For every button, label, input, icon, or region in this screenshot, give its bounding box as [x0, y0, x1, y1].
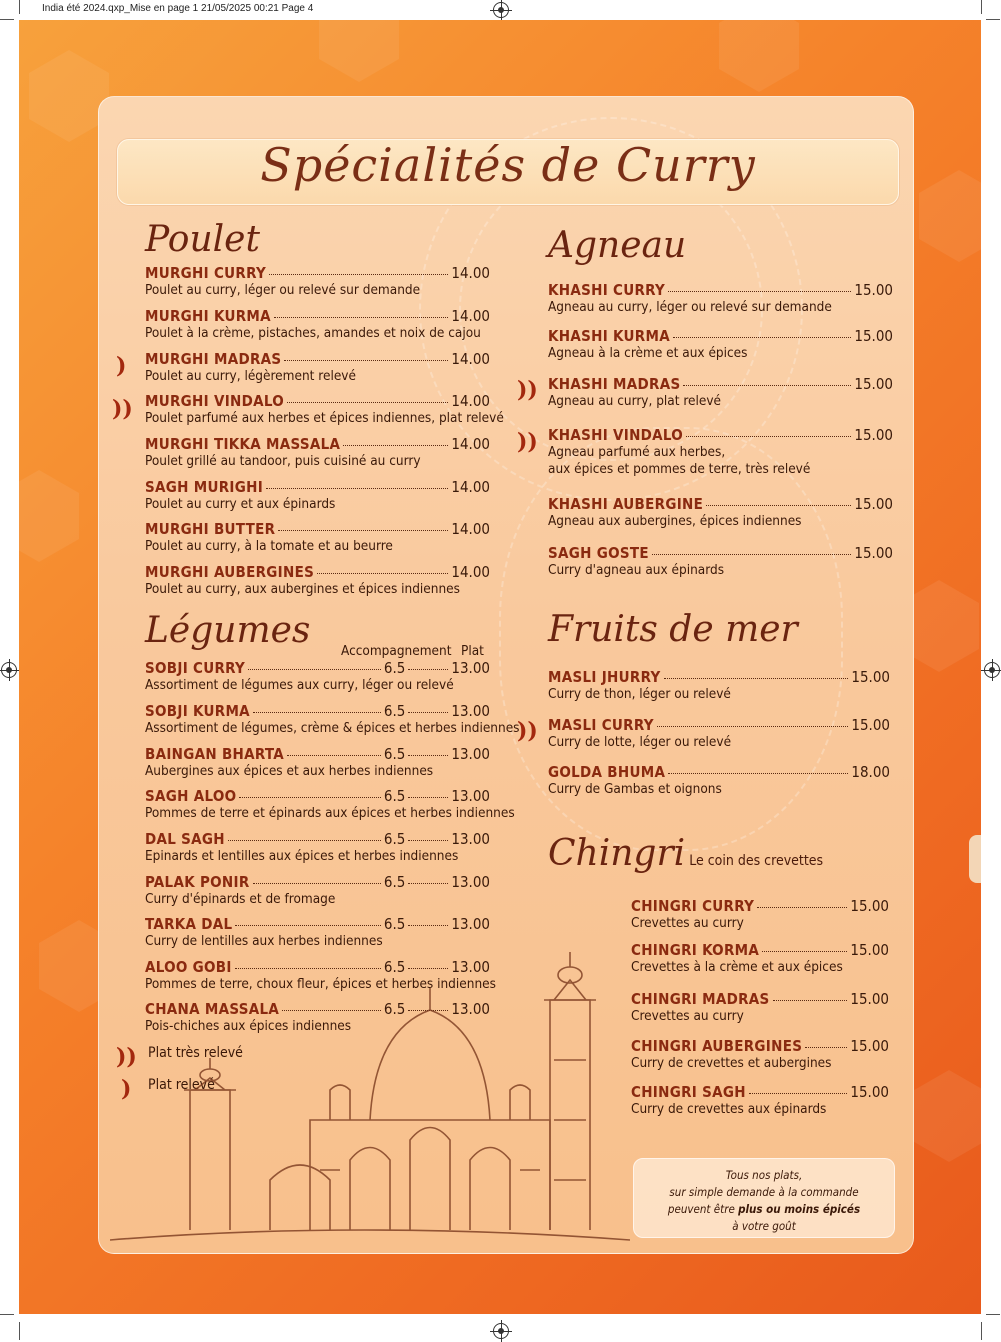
dish-description: Curry de crevettes et aubergines [631, 1055, 832, 1071]
dish-price: 14.00 [451, 307, 490, 325]
menu-item [145, 659, 490, 694]
menu-item [548, 327, 893, 362]
dish-description: Agneau parfumé aux herbes, [548, 444, 726, 460]
dot-leader [278, 530, 448, 531]
chili-single-icon: ) [116, 353, 127, 379]
crop-mark [986, 1314, 1000, 1315]
dish-name: BAINGAN BHARTA [145, 745, 284, 763]
legend-very-hot: Plat très relevé [148, 1045, 243, 1061]
dish-price: 15.00 [854, 375, 893, 393]
dish-price-plat: 13.00 [451, 958, 490, 976]
dot-leader [408, 755, 448, 756]
chili-double-icon: )) [112, 396, 133, 422]
dish-price: 15.00 [854, 281, 893, 299]
dot-leader [749, 1093, 848, 1094]
menu-item [145, 392, 504, 427]
dish-name: TARKA DAL [145, 915, 233, 933]
dot-leader [287, 755, 381, 756]
dish-description: Curry de lotte, léger ou relevé [548, 734, 732, 750]
menu-item [631, 941, 889, 976]
crop-mark [0, 19, 14, 20]
dish-price-accompagnement: 6.5 [383, 745, 406, 763]
dot-leader [248, 669, 381, 670]
dish-price: 15.00 [850, 897, 889, 915]
dish-name: MURGHI AUBERGINES [145, 563, 315, 581]
section-heading-poulet: Poulet [145, 219, 260, 260]
dish-price: 15.00 [850, 1083, 889, 1101]
section-heading-legumes: Légumes [145, 610, 311, 651]
dish-price: 14.00 [451, 478, 490, 496]
dot-leader [773, 1000, 848, 1001]
menu-item [631, 990, 889, 1025]
dish-price: 15.00 [851, 716, 890, 734]
dot-leader [408, 883, 448, 884]
dot-leader [228, 840, 381, 841]
spice-note [633, 1158, 895, 1238]
dish-name: KHASHI CURRY [548, 281, 666, 299]
dot-leader [408, 712, 448, 713]
dot-leader [266, 488, 448, 489]
dish-price: 14.00 [451, 520, 490, 538]
dot-leader [408, 669, 448, 670]
hex-pattern [29, 50, 109, 142]
dot-leader [664, 678, 849, 679]
crop-mark [981, 1322, 982, 1340]
dish-price: 15.00 [854, 426, 893, 444]
dish-name: ALOO GOBI [145, 958, 232, 976]
menu-item [548, 668, 890, 703]
dish-name: MURGHI TIKKA MASSALA [145, 435, 341, 453]
dish-price-accompagnement: 6.5 [383, 915, 406, 933]
menu-item [145, 787, 515, 822]
dish-name: GOLDA BHUMA [548, 763, 666, 781]
dish-description: Poulet grillé au tandoor, puis cuisiné au curry [145, 453, 421, 469]
crop-mark [986, 19, 1000, 20]
registration-mark-top [493, 2, 509, 18]
chingri-subtitle: Le coin des crevettes [689, 853, 824, 869]
crop-mark [981, 0, 982, 14]
dish-description: Agneau aux aubergines, épices indiennes [548, 513, 802, 529]
dish-price: 15.00 [851, 668, 890, 686]
dot-leader [235, 925, 380, 926]
dish-price: 14.00 [451, 392, 490, 410]
dish-price-plat: 13.00 [451, 745, 490, 763]
dish-price-plat: 13.00 [451, 1000, 490, 1018]
menu-item [548, 544, 893, 579]
dish-name: MURGHI MADRAS [145, 350, 282, 368]
dish-description: Agneau au curry, plat relevé [548, 393, 722, 409]
dish-price: 15.00 [854, 495, 893, 513]
dish-description: Curry d'épinards et de fromage [145, 891, 336, 907]
menu-item [631, 1037, 889, 1072]
dot-leader [652, 554, 851, 555]
note-line-1: Tous nos plats, [725, 1168, 803, 1182]
dish-name: CHANA MASSALA [145, 1000, 280, 1018]
dish-name: SOBJI KURMA [145, 702, 250, 720]
menu-item [548, 495, 893, 530]
dot-leader [408, 840, 448, 841]
section-heading-chingri [548, 833, 824, 874]
menu-item [145, 563, 490, 598]
dish-price: 15.00 [850, 990, 889, 1008]
dish-description: Assortiment de légumes, crème & épices et herbes indiennes [145, 720, 520, 736]
dish-price-accompagnement: 6.5 [383, 958, 406, 976]
dish-price: 14.00 [451, 350, 490, 368]
dish-description: Pois-chiches aux épices indiennes [145, 1018, 352, 1034]
dish-name: MURGHI CURRY [145, 264, 267, 282]
dish-description: Curry d'agneau aux épinards [548, 562, 725, 578]
dish-name: MASLI CURRY [548, 716, 654, 734]
dot-leader [343, 445, 448, 446]
edge-tab [969, 835, 981, 883]
hex-pattern [919, 170, 981, 262]
dot-leader [668, 291, 851, 292]
dish-description: Poulet à la crème, pistaches, amandes et noix de cajou [145, 325, 481, 341]
dish-description: Assortiment de légumes aux curry, léger ou relevé [145, 677, 454, 693]
dot-leader [657, 726, 849, 727]
menu-item [145, 478, 490, 513]
dish-description: Curry de thon, léger ou relevé [548, 686, 731, 702]
menu-item [145, 264, 490, 299]
dish-price: 15.00 [850, 941, 889, 959]
menu-item [145, 350, 490, 385]
dish-name: KHASHI VINDALO [548, 426, 684, 444]
dish-price-accompagnement: 6.5 [383, 830, 406, 848]
dot-leader [408, 925, 448, 926]
dish-description: Poulet au curry, à la tomate et au beurre [145, 538, 393, 554]
dot-leader [706, 505, 851, 506]
dish-description: Poulet au curry, légèrement relevé [145, 368, 356, 384]
dish-name: SAGH ALOO [145, 787, 237, 805]
dish-name: MURGHI BUTTER [145, 520, 276, 538]
dish-description: Agneau au curry, léger ou relevé sur demande [548, 299, 832, 315]
registration-mark-bottom [493, 1323, 509, 1339]
menu-item [548, 281, 893, 316]
dish-name: KHASHI AUBERGINE [548, 495, 704, 513]
crop-mark [19, 1322, 20, 1340]
menu-item [631, 897, 889, 932]
dish-name: DAL SAGH [145, 830, 225, 848]
dish-name: MURGHI KURMA [145, 307, 271, 325]
dish-description: Poulet au curry, léger ou relevé sur demande [145, 282, 421, 298]
crop-mark [0, 1314, 14, 1315]
dish-description: Curry de lentilles aux herbes indiennes [145, 933, 383, 949]
chili-single-icon: ) [121, 1076, 132, 1102]
dot-leader [239, 797, 381, 798]
dish-description: Crevettes au curry [631, 1008, 744, 1024]
hex-pattern [719, 20, 799, 92]
section-heading-fruits-de-mer: Fruits de mer [548, 609, 798, 650]
dish-description: Crevettes à la crème et aux épices [631, 959, 843, 975]
dot-leader [253, 883, 381, 884]
crop-mark [19, 0, 20, 14]
dot-leader [253, 712, 381, 713]
chingri-heading: Chingri [548, 833, 686, 874]
dish-price: 14.00 [451, 563, 490, 581]
dish-price: 18.00 [851, 763, 890, 781]
dish-name: CHINGRI MADRAS [631, 990, 770, 1008]
legend-hot: Plat relevé [148, 1077, 215, 1093]
dish-description: Epinards et lentilles aux épices et herbes indiennes [145, 848, 459, 864]
dish-price-plat: 13.00 [451, 787, 490, 805]
print-header: India été 2024.qxp_Mise en page 1 21/05/2025 00:21 Page 4 [42, 3, 314, 14]
chili-double-icon: )) [517, 718, 538, 744]
dish-price-accompagnement: 6.5 [383, 702, 406, 720]
dish-name: SAGH MURIGHI [145, 478, 264, 496]
dish-price-plat: 13.00 [451, 830, 490, 848]
hex-pattern [319, 20, 399, 82]
dot-leader [287, 402, 448, 403]
dish-price: 15.00 [854, 327, 893, 345]
dish-price-plat: 13.00 [451, 702, 490, 720]
dot-leader [284, 360, 448, 361]
dot-leader [757, 907, 847, 908]
dish-description: Poulet au curry, aux aubergines et épices indiennes [145, 581, 460, 597]
dish-description: Pommes de terre et épinards aux épices et herbes indiennes [145, 805, 515, 821]
menu-item [145, 307, 490, 342]
registration-mark-right [984, 662, 1000, 678]
dish-name: MURGHI VINDALO [145, 392, 285, 410]
hex-pattern [19, 470, 79, 562]
dish-name: CHINGRI CURRY [631, 897, 755, 915]
dish-description: Curry de Gambas et oignons [548, 781, 722, 797]
menu-item [145, 702, 520, 737]
menu-item [145, 873, 490, 908]
dish-description: Curry de crevettes aux épinards [631, 1101, 827, 1117]
dot-leader [683, 385, 851, 386]
menu-item [145, 745, 490, 780]
dot-leader [668, 773, 848, 774]
hex-pattern [909, 1070, 981, 1162]
dish-description: Poulet au curry et aux épinards [145, 496, 336, 512]
dish-price: 14.00 [451, 435, 490, 453]
note-line-3a: peuvent être [667, 1202, 739, 1216]
dot-leader [274, 317, 448, 318]
taj-mahal-sketch [110, 940, 630, 1250]
dish-name: SOBJI CURRY [145, 659, 246, 677]
dish-price: 15.00 [850, 1037, 889, 1055]
dish-name: KHASHI KURMA [548, 327, 670, 345]
dish-name: PALAK PONIR [145, 873, 250, 891]
dot-leader [269, 274, 448, 275]
column-header-plat: Plat [461, 643, 484, 659]
dish-name: CHINGRI SAGH [631, 1083, 746, 1101]
dish-price: 14.00 [451, 264, 490, 282]
menu-item [548, 763, 890, 798]
note-line-4: à votre goût [732, 1219, 796, 1233]
section-heading-agneau: Agneau [548, 225, 687, 266]
dish-price-plat: 13.00 [451, 915, 490, 933]
column-header-accompagnement: Accompagnement [341, 643, 452, 659]
menu-item [145, 520, 490, 555]
dot-leader [673, 337, 851, 338]
dish-name: MASLI JHURRY [548, 668, 661, 686]
dot-leader [762, 951, 847, 952]
menu-item [548, 426, 893, 478]
dish-price: 15.00 [854, 544, 893, 562]
dish-name: CHINGRI AUBERGINES [631, 1037, 803, 1055]
dish-price-accompagnement: 6.5 [383, 873, 406, 891]
note-line-3b: plus ou moins épicés [738, 1202, 861, 1216]
page-title: Spécialités de Curry [260, 138, 756, 192]
chili-double-icon: )) [517, 377, 538, 403]
dish-price-plat: 13.00 [451, 659, 490, 677]
dot-leader [408, 797, 448, 798]
note-line-2: sur simple demande à la commande [669, 1185, 859, 1199]
dish-description-2: aux épices et pommes de terre, très relevé [548, 461, 811, 477]
chili-double-icon: )) [116, 1044, 137, 1070]
dot-leader [317, 573, 448, 574]
dish-description: Agneau à la crème et aux épices [548, 345, 748, 361]
menu-item [145, 435, 490, 470]
dish-name: KHASHI MADRAS [548, 375, 681, 393]
dish-price-accompagnement: 6.5 [383, 787, 406, 805]
menu-item [145, 830, 490, 865]
dot-leader [686, 436, 851, 437]
dish-name: CHINGRI KORMA [631, 941, 760, 959]
chili-double-icon: )) [517, 429, 538, 455]
dish-price-plat: 13.00 [451, 873, 490, 891]
dish-price-accompagnement: 6.5 [383, 1000, 406, 1018]
menu-item [548, 375, 893, 410]
dish-price-accompagnement: 6.5 [383, 659, 406, 677]
title-banner [117, 139, 899, 205]
dish-name: SAGH GOSTE [548, 544, 649, 562]
menu-item [631, 1083, 889, 1118]
dish-description: Pommes de terre, choux fleur, épices et herbes indiennes [145, 976, 496, 992]
menu-item [548, 716, 890, 751]
dish-description: Poulet parfumé aux herbes et épices indiennes, plat relevé [145, 410, 504, 426]
registration-mark-left [1, 662, 17, 678]
dot-leader [805, 1047, 847, 1048]
dish-description: Crevettes au curry [631, 915, 744, 931]
note-line-3 [634, 1201, 894, 1218]
dish-description: Aubergines aux épices et aux herbes indiennes [145, 763, 434, 779]
